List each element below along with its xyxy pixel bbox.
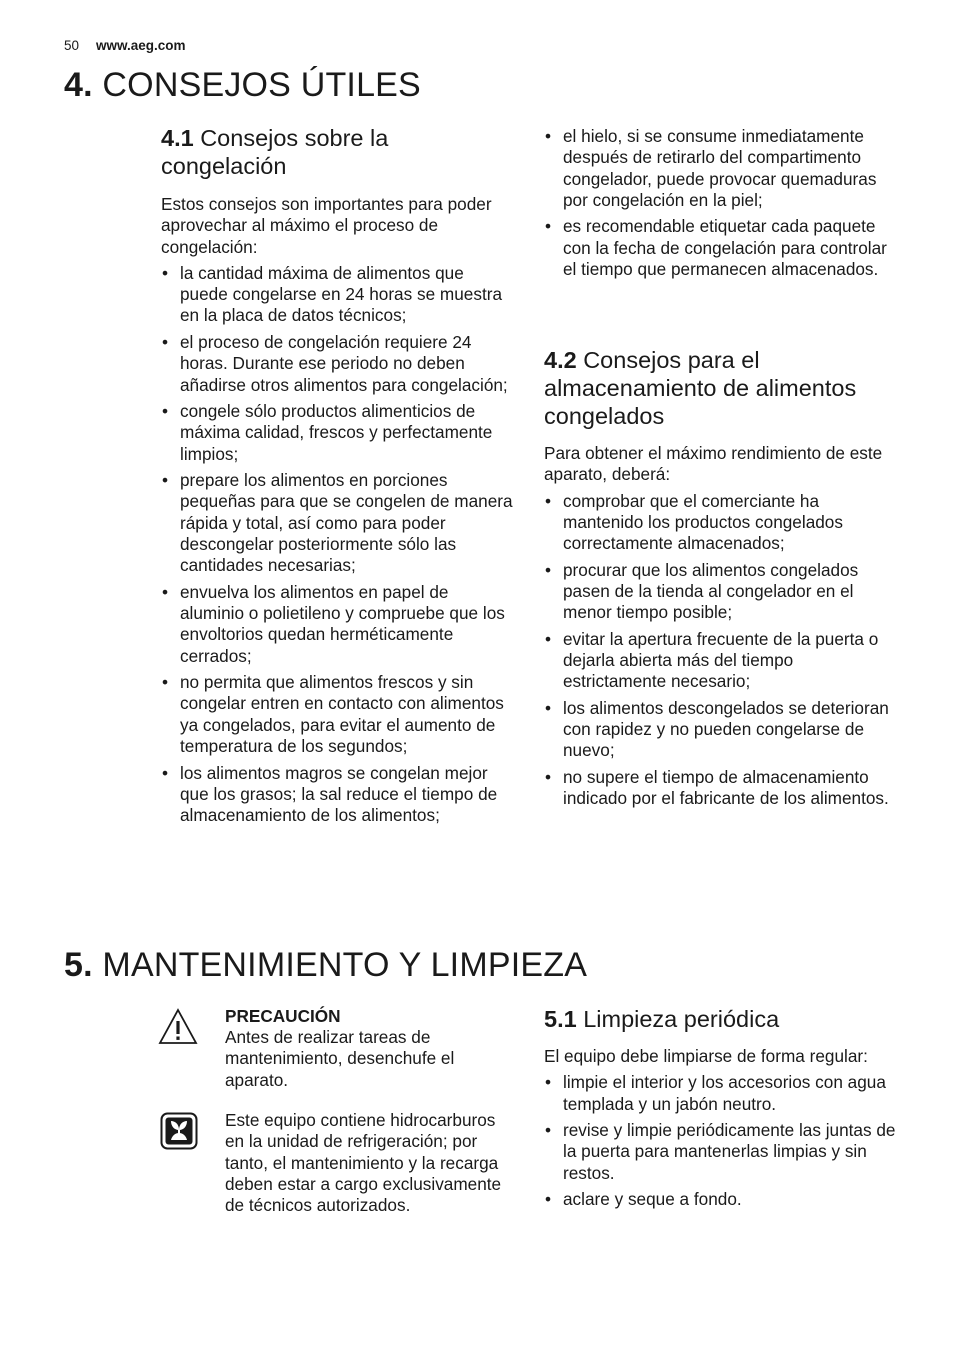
environment-note-text: Este equipo contiene hidrocarburos en la unidad de refrigeración; por tanto, el mantenimiento y la recarga deben estar a cargo exclusivamente de técnicos autorizados.: [225, 1110, 502, 1216]
subsection-5-1-number: 5.1: [544, 1006, 577, 1032]
subsection-4-2-intro: Para obtener el máximo rendimiento de este aparato, deberá:: [544, 443, 883, 485]
subsection-5-1-heading: [544, 1005, 900, 1033]
caution-text: Antes de realizar tareas de mantenimiento, desenchufe el aparato.: [225, 1027, 455, 1090]
section-4-title: CONSEJOS ÚTILES: [102, 66, 421, 104]
subsection-4-2-title: Consejos para el almacenamiento de alimentos congelados: [544, 347, 857, 429]
list-item: • prepare los alimentos en porciones pequeñas para que se congelen de manera rápida y total, así como para poder descongelar posteriormente sólo las cantidades necesarias;: [161, 470, 515, 576]
section-4-heading: [64, 66, 421, 105]
list-item: • no supere el tiempo de almacenamiento indicado por el fabricante de los alimentos.: [544, 767, 900, 810]
subsection-4-2-heading: [544, 346, 900, 430]
list-item: • el hielo, si se consume inmediatamente después de retirarlo del compartimento congelador, puede provocar quemaduras por congelación en la piel;: [544, 126, 900, 211]
list-item: • evitar la apertura frecuente de la puerta o dejarla abierta más del tiempo estrictamente necesario;: [544, 629, 900, 693]
list-item: • la cantidad máxima de alimentos que puede congelarse en 24 horas se muestra en la placa de datos técnicos;: [161, 263, 515, 327]
subsection-4-2-number: 4.2: [544, 347, 577, 373]
subsection-4-1-continued: [544, 126, 900, 285]
page-number: 50: [64, 38, 80, 53]
subsection-4-1-body: [161, 194, 515, 832]
subsection-4-1-intro: Estos consejos son importantes para poder aprovechar al máximo el proceso de congelación:: [161, 194, 492, 257]
list-item: • revise y limpie periódicamente las juntas de la puerta para mantenerlas limpias y sin restos.: [544, 1120, 900, 1184]
subsection-4-2-body: [544, 443, 900, 815]
section-5-title: MANTENIMIENTO Y LIMPIEZA: [102, 946, 588, 984]
website-url[interactable]: www.aeg.com: [96, 38, 186, 53]
caution-title: PRECAUCIÓN: [225, 1006, 341, 1026]
list-item: • congele sólo productos alimenticios de máxima calidad, frescos y perfectamente limpios;: [161, 401, 515, 465]
warning-triangle-icon: [158, 1008, 198, 1046]
section-5-heading: [64, 946, 587, 985]
list-item: • aclare y seque a fondo.: [544, 1189, 900, 1210]
subsection-4-1-heading: [161, 124, 515, 180]
subsection-5-1-intro: El equipo debe limpiarse de forma regular:: [544, 1046, 868, 1066]
list-item: • no permita que alimentos frescos y sin congelar entren en contacto con alimentos ya congelados, para evitar el aumento de temperatura de los segundos;: [161, 672, 515, 757]
subsection-4-1-list-continued: [544, 126, 900, 280]
subsection-4-1-title: Consejos sobre la congelación: [161, 125, 389, 179]
list-item: • los alimentos magros se congelan mejor que los grasos; la sal reduce el tiempo de almacenamiento de los alimentos;: [161, 763, 515, 827]
list-item: • los alimentos descongelados se deterioran con rapidez y no pueden congelarse de nuevo;: [544, 698, 900, 762]
section-5-number: 5.: [64, 946, 93, 984]
section-4-number: 4.: [64, 66, 93, 104]
list-item: • es recomendable etiquetar cada paquete con la fecha de congelación para controlar el tiempo que permanecen almacenados.: [544, 216, 900, 280]
subsection-4-1-number: 4.1: [161, 125, 194, 151]
subsection-4-2-list: [544, 491, 900, 810]
list-item: • procurar que los alimentos congelados pasen de la tienda al congelador en el menor tiempo posible;: [544, 560, 900, 624]
subsection-4-1-list: [161, 263, 515, 827]
list-item: • limpie el interior y los accesorios con agua templada y un jabón neutro.: [544, 1072, 900, 1115]
caution-block: [225, 1006, 517, 1091]
subsection-5-1-body: [544, 1046, 900, 1216]
list-item: • comprobar que el comerciante ha mantenido los productos congelados correctamente almacenados;: [544, 491, 900, 555]
list-item: • el proceso de congelación requiere 24 horas. Durante ese periodo no deben añadirse otros alimentos para congelación;: [161, 332, 515, 396]
subsection-5-1-list: [544, 1072, 900, 1210]
environment-note: [225, 1110, 517, 1216]
list-item: • envuelva los alimentos en papel de aluminio o polietileno y compruebe que los envoltorios quedan herméticamente cerrados;: [161, 582, 515, 667]
environment-icon: [160, 1112, 198, 1150]
subsection-5-1-title: Limpieza periódica: [583, 1006, 780, 1032]
